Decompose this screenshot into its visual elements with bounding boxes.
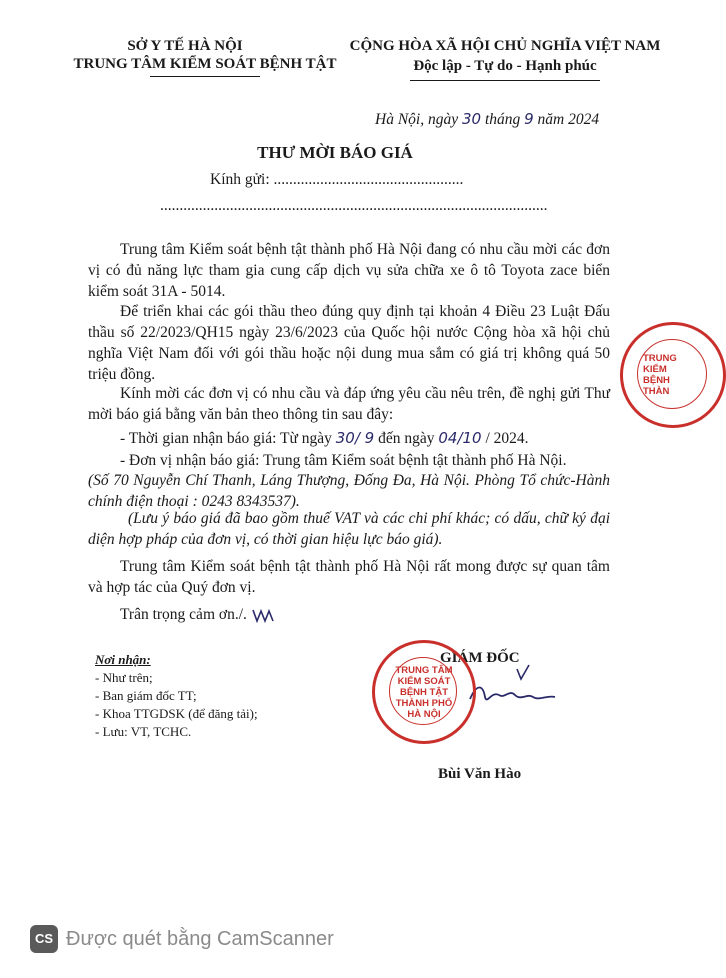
- signer-title: GIÁM ĐỐC: [440, 650, 520, 666]
- greeting-line: [210, 171, 630, 189]
- official-stamp: [372, 640, 476, 744]
- camscanner-text: Được quét bằng CamScanner: [66, 928, 334, 950]
- overlap-stamp-text: TRUNG KIỂM BỆNH THÀN: [643, 353, 677, 397]
- recipients-label: Nơi nhận:: [95, 652, 151, 667]
- motto: Độc lập - Tự do - Hạnh phúc: [413, 58, 597, 74]
- recipient-item: - Ban giám đốc TT;: [95, 688, 197, 703]
- receive-address: (Số 70 Nguyễn Chí Thanh, Láng Thượng, Đống Đa, Hà Nội. Phòng Tổ chức-Hành chính điện thoại : 0243 8343537).: [88, 472, 610, 510]
- scanner-footer: [0, 910, 670, 978]
- receive-time-to: 04/10: [438, 429, 482, 447]
- signer-name: Bùi Văn Hào: [438, 766, 522, 782]
- receive-time-line: [120, 428, 620, 449]
- recipient-item: - Khoa TTGDSK (để đăng tải);: [95, 706, 258, 721]
- receive-unit-line: - Đơn vị nhận báo giá: Trung tâm Kiểm soát bệnh tật thành phố Hà Nội.: [120, 452, 567, 469]
- initials-signature: [251, 606, 277, 624]
- recipient-item: - Lưu: VT, TCHC.: [95, 724, 192, 739]
- camscanner-logo-icon: CS: [30, 925, 58, 953]
- paragraph-3: Kính mời các đơn vị có nhu cầu và đáp ứng yêu cầu nêu trên, đề nghị gửi Thư mời báo giá bằng văn bản theo thông tin sau đây:: [88, 385, 610, 423]
- receive-time-mid: đến ngày: [378, 430, 435, 447]
- country-name: CỘNG HÒA XÃ HỘI CHỦ NGHĨA VIỆT NAM: [349, 38, 661, 54]
- greeting-dots: .................................................: [273, 171, 464, 188]
- closing-paragraph: Trung tâm Kiểm soát bệnh tật thành phố Hà Nội rất mong được sự quan tâm và hợp tác của Quý đơn vị.: [88, 558, 610, 596]
- thanks-line: [120, 604, 420, 625]
- greeting-dots-line2: ....................................................................................................: [160, 197, 548, 214]
- overlap-stamp: [620, 322, 726, 428]
- center-name: TRUNG TÂM KIỂM SOÁT BỆNH TẬT: [73, 56, 337, 72]
- date-day: 30: [461, 110, 482, 128]
- date-line: [375, 110, 655, 129]
- center-name-underline: [150, 76, 260, 77]
- receive-time-suffix: / 2024.: [485, 430, 529, 447]
- agency-name: SỞ Y TẾ HÀ NỘI: [127, 38, 243, 54]
- date-year: năm 2024: [537, 111, 600, 128]
- motto-underline: [410, 80, 600, 81]
- receive-time-from: 30/ 9: [335, 429, 375, 447]
- date-month: 9: [524, 110, 534, 128]
- document-title: THƯ MỜI BÁO GIÁ: [257, 143, 413, 162]
- receive-time-prefix: - Thời gian nhận báo giá: Từ ngày: [120, 430, 332, 447]
- recipient-item: - Như trên;: [95, 670, 153, 685]
- paragraph-1: Trung tâm Kiểm soát bệnh tật thành phố Hà Nội đang có nhu cầu mời các đơn vị có đủ năng lực tham gia cung cấp dịch vụ sửa chữa xe ô tô Toyota zace biển kiểm soát 31A - 5014.: [88, 241, 610, 300]
- greeting-label: Kính gửi:: [210, 171, 270, 188]
- date-prefix: Hà Nội, ngày: [375, 111, 459, 128]
- paragraph-2: Để triển khai các gói thầu theo đúng quy định tại khoản 4 Điều 23 Luật Đấu thầu số 22/2023/QH15 ngày 23/6/2023 của Quốc hội nước Cộng hòa xã hội chủ nghĩa Việt Nam đối với gói thầu hoặc nội dung mua sắm có giá trị không quá 50 triệu đồng.: [88, 303, 610, 383]
- pricing-note: (Lưu ý báo giá đã bao gồm thuế VAT và các chi phí khác; có dấu, chữ ký đại diện hợp pháp của đơn vị, có thời gian hiệu lực báo giá).: [88, 510, 610, 548]
- date-month-label: tháng: [484, 111, 521, 128]
- stamp-center-text: TRUNG TÂM KIỂM SOÁT BỆNH TẬT THÀNH PHỐ HÀ NỘI: [395, 665, 453, 720]
- thanks-text: Trân trọng cảm ơn./.: [120, 606, 247, 623]
